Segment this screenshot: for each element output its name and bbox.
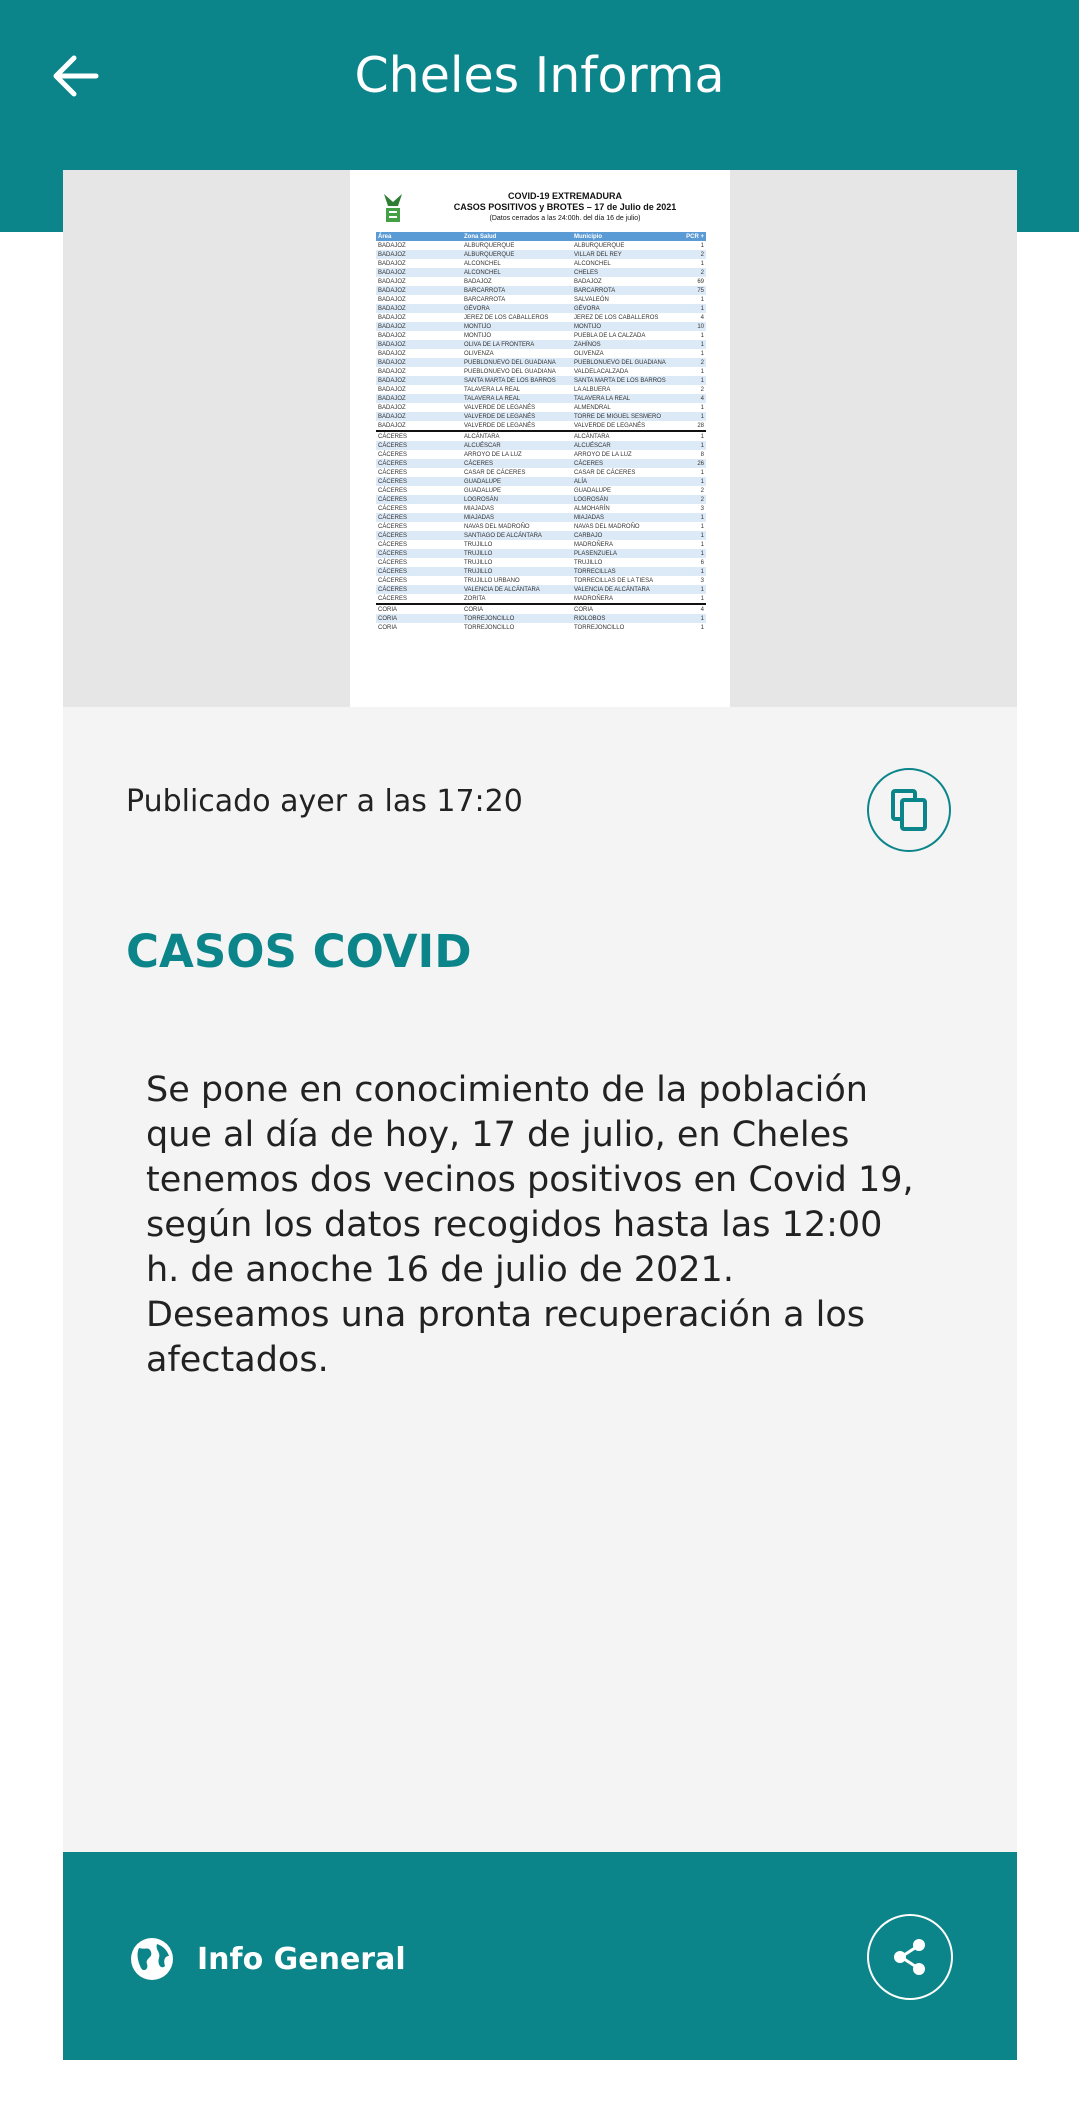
table-cell: CÁCERES bbox=[462, 459, 572, 468]
table-cell: JEREZ DE LOS CABALLEROS bbox=[574, 314, 659, 321]
table-cell: 1 bbox=[684, 340, 706, 349]
table-cell: ALCÁNTARA bbox=[572, 431, 684, 441]
table-row bbox=[376, 504, 706, 513]
table-row bbox=[376, 250, 706, 259]
table-row bbox=[376, 304, 706, 313]
table-cell: 1 bbox=[700, 332, 704, 339]
table-row bbox=[376, 441, 706, 450]
globe-icon bbox=[129, 1936, 175, 1982]
table-cell: CÁCERES bbox=[378, 487, 408, 494]
table-cell: NAVAS DEL MADROÑO bbox=[574, 523, 640, 530]
table-row bbox=[376, 295, 706, 304]
table-cell: BADAJOZ bbox=[376, 268, 462, 277]
table-row bbox=[376, 421, 706, 431]
table-cell: TRUJILLO bbox=[464, 541, 493, 548]
table-cell: SALVALEÓN bbox=[574, 296, 609, 303]
table-row bbox=[376, 241, 706, 250]
table-row bbox=[376, 286, 706, 295]
table-cell: SANTIAGO DE ALCÁNTARA bbox=[462, 531, 572, 540]
table-cell: CÁCERES bbox=[572, 459, 684, 468]
table-cell: MADROÑERA bbox=[574, 541, 614, 548]
table-cell: 28 bbox=[697, 422, 704, 429]
table-cell: 69 bbox=[697, 278, 704, 285]
table-cell: ALBURQUERQUE bbox=[462, 250, 572, 259]
table-cell: ALMENDRAL bbox=[574, 404, 611, 411]
share-button[interactable] bbox=[867, 1914, 953, 2000]
table-cell: 1 bbox=[684, 477, 706, 486]
table-cell: CÁCERES bbox=[376, 585, 462, 594]
table-cell: 1 bbox=[684, 531, 706, 540]
table-cell: CÁCERES bbox=[376, 495, 462, 504]
table-cell: CÁCERES bbox=[376, 431, 462, 441]
table-cell: TALAVERA LA REAL bbox=[464, 386, 521, 393]
news-body: Se pone en conocimiento de la población que al día de hoy, 17 de julio, en Cheles tenemos dos vecinos positivos en Covid 19, según los datos recogidos hasta las 12:00 h. de anoche 16 de julio de 2021. Deseamos una pronta recuperación a los afectados. bbox=[146, 1070, 914, 1380]
table-row bbox=[376, 614, 706, 623]
table-cell: BADAJOZ bbox=[378, 422, 406, 429]
table-cell: BADAJOZ bbox=[376, 376, 462, 385]
table-cell: TRUJILLO bbox=[462, 549, 572, 558]
table-cell: VALVERDE DE LEGANÉS bbox=[464, 404, 536, 411]
table-cell: 1 bbox=[700, 350, 704, 357]
table-column-header: Zona Salud bbox=[462, 232, 572, 241]
info-general-link[interactable] bbox=[129, 1936, 406, 1982]
copy-icon bbox=[889, 788, 929, 832]
table-cell: MONTIJO bbox=[462, 322, 572, 331]
table-cell: BADAJOZ bbox=[376, 340, 462, 349]
table-cell: TORRECILLAS DE LA TIESA bbox=[574, 577, 654, 584]
table-cell: 1 bbox=[700, 242, 704, 249]
table-cell: TALAVERA LA REAL bbox=[572, 394, 684, 403]
news-image[interactable] bbox=[63, 170, 1017, 707]
table-cell: TORRE DE MIGUEL SESMERO bbox=[572, 412, 684, 421]
table-cell: CÁCERES bbox=[376, 531, 462, 540]
table-cell: ALCONCHEL bbox=[462, 268, 572, 277]
table-row bbox=[376, 576, 706, 585]
table-cell: CÁCERES bbox=[376, 549, 462, 558]
table-cell: 1 bbox=[684, 549, 706, 558]
table-cell: BADAJOZ bbox=[376, 412, 462, 421]
table-cell: GUADALUPE bbox=[464, 487, 502, 494]
table-cell: 1 bbox=[700, 296, 704, 303]
table-row bbox=[376, 513, 706, 522]
copy-button[interactable] bbox=[867, 768, 951, 852]
table-cell: ALÍA bbox=[572, 477, 684, 486]
table-row bbox=[376, 394, 706, 403]
table-cell: ALCONCHEL bbox=[574, 260, 611, 267]
table-cell: TORRECILLAS bbox=[572, 567, 684, 576]
table-cell: TORREJONCILLO bbox=[574, 624, 625, 631]
table-cell: 1 bbox=[684, 513, 706, 522]
table-cell: SANTA MARTA DE LOS BARROS bbox=[572, 376, 684, 385]
table-row bbox=[376, 623, 706, 632]
table-cell: CORIA bbox=[376, 604, 462, 614]
table-cell: PUEBLONUEVO DEL GUADIANA bbox=[462, 358, 572, 367]
news-card bbox=[63, 170, 1017, 2060]
table-cell: CÁCERES bbox=[378, 469, 408, 476]
document-title-line3: (Datos cerrados a las 24:00h. del día 16 de julio) bbox=[489, 215, 641, 222]
table-cell: ALBURQUERQUE bbox=[574, 242, 625, 249]
news-title: CASOS COVID bbox=[126, 925, 472, 978]
table-row bbox=[376, 477, 706, 486]
table-cell: BADAJOZ bbox=[378, 260, 406, 267]
table-cell: 1 bbox=[684, 304, 706, 313]
table-cell: BARCARROTA bbox=[572, 286, 684, 295]
table-cell: CÁCERES bbox=[378, 451, 408, 458]
table-row bbox=[376, 486, 706, 495]
table-header bbox=[376, 232, 706, 241]
table-cell: RIOLOBOS bbox=[572, 614, 684, 623]
table-cell: VALDELACALZADA bbox=[574, 368, 629, 375]
table-cell: 1 bbox=[684, 431, 706, 441]
document-title-line1: COVID-19 EXTREMADURA bbox=[507, 191, 622, 201]
table-cell: VALVERDE DE LEGANÉS bbox=[464, 422, 536, 429]
table-row bbox=[376, 331, 706, 340]
table-row bbox=[376, 604, 706, 614]
table-cell: MONTIJO bbox=[464, 332, 491, 339]
table-cell: BADAJOZ bbox=[376, 250, 462, 259]
table-cell: CÁCERES bbox=[376, 513, 462, 522]
table-cell: ALCÁNTARA bbox=[462, 431, 572, 441]
table-cell: TRUJILLO URBANO bbox=[464, 577, 520, 584]
table-cell: TRUJILLO bbox=[462, 567, 572, 576]
table-cell: 26 bbox=[684, 459, 706, 468]
table-cell: JEREZ DE LOS CABALLEROS bbox=[464, 314, 549, 321]
table-cell: MONTIJO bbox=[572, 322, 684, 331]
table-column-header: PCR + bbox=[684, 232, 706, 241]
table-row bbox=[376, 349, 706, 358]
cases-table bbox=[376, 232, 706, 632]
table-cell: BADAJOZ bbox=[378, 332, 406, 339]
table-cell: TRUJILLO bbox=[464, 559, 493, 566]
table-cell: 2 bbox=[700, 386, 704, 393]
table-row bbox=[376, 594, 706, 604]
table-cell: TORREJONCILLO bbox=[462, 614, 572, 623]
document-title-line2: CASOS POSITIVOS y BROTES – 17 de Julio de 2021 bbox=[453, 202, 677, 212]
table-row bbox=[376, 459, 706, 468]
table-cell: ALBURQUERQUE bbox=[464, 242, 515, 249]
table-cell: 4 bbox=[700, 314, 704, 321]
table-cell: BADAJOZ bbox=[376, 304, 462, 313]
table-cell: CÁCERES bbox=[378, 541, 408, 548]
table-cell: BARCARROTA bbox=[464, 296, 506, 303]
table-cell: CÁCERES bbox=[378, 595, 408, 602]
table-cell: 1 bbox=[684, 441, 706, 450]
table-cell: CORIA bbox=[378, 624, 398, 631]
table-cell: CASAR DE CÁCERES bbox=[574, 469, 636, 476]
table-row bbox=[376, 412, 706, 421]
table-cell: CÁCERES bbox=[378, 577, 408, 584]
table-cell: PUEBLONUEVO DEL GUADIANA bbox=[572, 358, 684, 367]
table-cell: 1 bbox=[700, 368, 704, 375]
table-cell: 1 bbox=[700, 404, 704, 411]
table-cell: 8 bbox=[700, 451, 704, 458]
table-cell: 1 bbox=[700, 260, 704, 267]
table-cell: 4 bbox=[684, 394, 706, 403]
table-cell: CORIA bbox=[376, 614, 462, 623]
table-cell: SANTA MARTA DE LOS BARROS bbox=[462, 376, 572, 385]
table-cell: BADAJOZ bbox=[378, 368, 406, 375]
table-cell: ALCUÉSCAR bbox=[572, 441, 684, 450]
table-cell: BADAJOZ bbox=[376, 286, 462, 295]
table-cell: BADAJOZ bbox=[378, 314, 406, 321]
table-row bbox=[376, 495, 706, 504]
table-cell: OLIVENZA bbox=[574, 350, 604, 357]
table-row bbox=[376, 468, 706, 477]
table-cell: 1 bbox=[700, 595, 704, 602]
table-cell: LOGROSÁN bbox=[462, 495, 572, 504]
table-row bbox=[376, 549, 706, 558]
table-cell: TRUJILLO bbox=[574, 559, 603, 566]
table-column-header: Municipio bbox=[572, 232, 684, 241]
table-cell: CÁCERES bbox=[378, 505, 408, 512]
table-cell: CARBAJO bbox=[572, 531, 684, 540]
table-cell: ALCONCHEL bbox=[464, 260, 501, 267]
table-cell: CÁCERES bbox=[376, 441, 462, 450]
table-cell: MIAJADAS bbox=[572, 513, 684, 522]
table-row bbox=[376, 522, 706, 531]
table-cell: 2 bbox=[684, 495, 706, 504]
table-cell: MADROÑERA bbox=[574, 595, 614, 602]
table-cell: ALMOHARÍN bbox=[574, 505, 610, 512]
table-cell: 6 bbox=[700, 559, 704, 566]
table-row bbox=[376, 585, 706, 594]
table-cell: MIAJADAS bbox=[464, 505, 495, 512]
table-cell: 1 bbox=[700, 523, 704, 530]
table-cell: 1 bbox=[684, 585, 706, 594]
table-cell: TORREJONCILLO bbox=[464, 624, 515, 631]
table-row bbox=[376, 540, 706, 549]
table-cell: NAVAS DEL MADROÑO bbox=[464, 523, 530, 530]
table-cell: CASAR DE CÁCERES bbox=[464, 469, 526, 476]
table-cell: ZORITA bbox=[464, 595, 486, 602]
table-row bbox=[376, 358, 706, 367]
table-cell: BADAJOZ bbox=[378, 350, 406, 357]
table-row bbox=[376, 367, 706, 376]
table-cell: BADAJOZ bbox=[376, 322, 462, 331]
table-row bbox=[376, 531, 706, 540]
table-row bbox=[376, 340, 706, 349]
table-cell: CÁCERES bbox=[378, 559, 408, 566]
table-cell: 2 bbox=[684, 268, 706, 277]
table-row bbox=[376, 268, 706, 277]
table-cell: CÁCERES bbox=[376, 477, 462, 486]
table-cell: GUADALUPE bbox=[574, 487, 612, 494]
table-cell: OLIVA DE LA FRONTERA bbox=[462, 340, 572, 349]
table-cell: MIAJADAS bbox=[462, 513, 572, 522]
table-row bbox=[376, 450, 706, 459]
table-cell: PUEBLONUEVO DEL GUADIANA bbox=[464, 368, 556, 375]
table-cell: 1 bbox=[684, 412, 706, 421]
table-cell: BADAJOZ bbox=[376, 358, 462, 367]
info-general-label: Info General bbox=[197, 1941, 406, 1977]
table-cell: ARROYO DE LA LUZ bbox=[464, 451, 522, 458]
table-cell: CÁCERES bbox=[376, 459, 462, 468]
table-cell: VALENCIA DE ALCÁNTARA bbox=[572, 585, 684, 594]
document-title bbox=[410, 191, 720, 224]
table-cell: OLIVENZA bbox=[464, 350, 494, 357]
table-column-header: Área bbox=[376, 232, 462, 241]
table-cell: LOGROSÁN bbox=[572, 495, 684, 504]
table-cell: VALVERDE DE LEGANÉS bbox=[574, 422, 646, 429]
table-cell: VILLAR DEL REY bbox=[572, 250, 684, 259]
table-cell: CORIA bbox=[462, 604, 572, 614]
table-row bbox=[376, 313, 706, 322]
table-cell: BARCARROTA bbox=[462, 286, 572, 295]
table-cell: BADAJOZ bbox=[574, 278, 602, 285]
table-cell: GÉVORA bbox=[572, 304, 684, 313]
share-icon bbox=[890, 1937, 930, 1977]
table-cell: 1 bbox=[684, 567, 706, 576]
table-row bbox=[376, 385, 706, 394]
table-row bbox=[376, 403, 706, 412]
junta-logo-icon bbox=[380, 192, 406, 226]
table-cell: 3 bbox=[700, 505, 704, 512]
table-cell: 1 bbox=[700, 624, 704, 631]
table-cell: PLASENZUELA bbox=[572, 549, 684, 558]
table-cell: 4 bbox=[684, 604, 706, 614]
table-row bbox=[376, 322, 706, 331]
published-date: Publicado ayer a las 17:20 bbox=[126, 784, 523, 819]
table-cell: CÁCERES bbox=[376, 567, 462, 576]
table-cell: VALENCIA DE ALCÁNTARA bbox=[462, 585, 572, 594]
card-footer bbox=[63, 1852, 1017, 2060]
table-cell: 10 bbox=[684, 322, 706, 331]
table-cell: GUADALUPE bbox=[462, 477, 572, 486]
document-preview bbox=[350, 170, 730, 707]
table-row bbox=[376, 277, 706, 286]
table-cell: ALCUÉSCAR bbox=[462, 441, 572, 450]
table-cell: VALVERDE DE LEGANÉS bbox=[462, 412, 572, 421]
table-cell: CÁCERES bbox=[378, 523, 408, 530]
table-cell: BADAJOZ bbox=[378, 278, 406, 285]
table-cell: TALAVERA LA REAL bbox=[462, 394, 572, 403]
table-cell: 1 bbox=[700, 469, 704, 476]
table-cell: 2 bbox=[684, 358, 706, 367]
table-cell: 2 bbox=[684, 250, 706, 259]
table-cell: BADAJOZ bbox=[378, 296, 406, 303]
table-cell: CHELES bbox=[572, 268, 684, 277]
page-title: Cheles Informa bbox=[354, 47, 725, 104]
table-row bbox=[376, 376, 706, 385]
table-cell: BADAJOZ bbox=[378, 404, 406, 411]
table-cell: ZAHÍNOS bbox=[572, 340, 684, 349]
table-cell: 3 bbox=[700, 577, 704, 584]
table-cell: PUEBLA DE LA CALZADA bbox=[574, 332, 646, 339]
table-row bbox=[376, 558, 706, 567]
table-cell: 1 bbox=[684, 376, 706, 385]
table-cell: 2 bbox=[700, 487, 704, 494]
table-cell: BADAJOZ bbox=[378, 386, 406, 393]
table-row bbox=[376, 259, 706, 268]
table-cell: ARROYO DE LA LUZ bbox=[574, 451, 632, 458]
table-cell: 1 bbox=[684, 614, 706, 623]
table-cell: BADAJOZ bbox=[464, 278, 492, 285]
table-cell: BADAJOZ bbox=[376, 394, 462, 403]
table-cell: GÉVORA bbox=[462, 304, 572, 313]
table-cell: BADAJOZ bbox=[378, 242, 406, 249]
table-row bbox=[376, 567, 706, 576]
table-cell: 1 bbox=[700, 541, 704, 548]
table-row bbox=[376, 431, 706, 441]
table-cell: LA ALBUERA bbox=[574, 386, 611, 393]
table-cell: 75 bbox=[684, 286, 706, 295]
table-cell: CORIA bbox=[572, 604, 684, 614]
